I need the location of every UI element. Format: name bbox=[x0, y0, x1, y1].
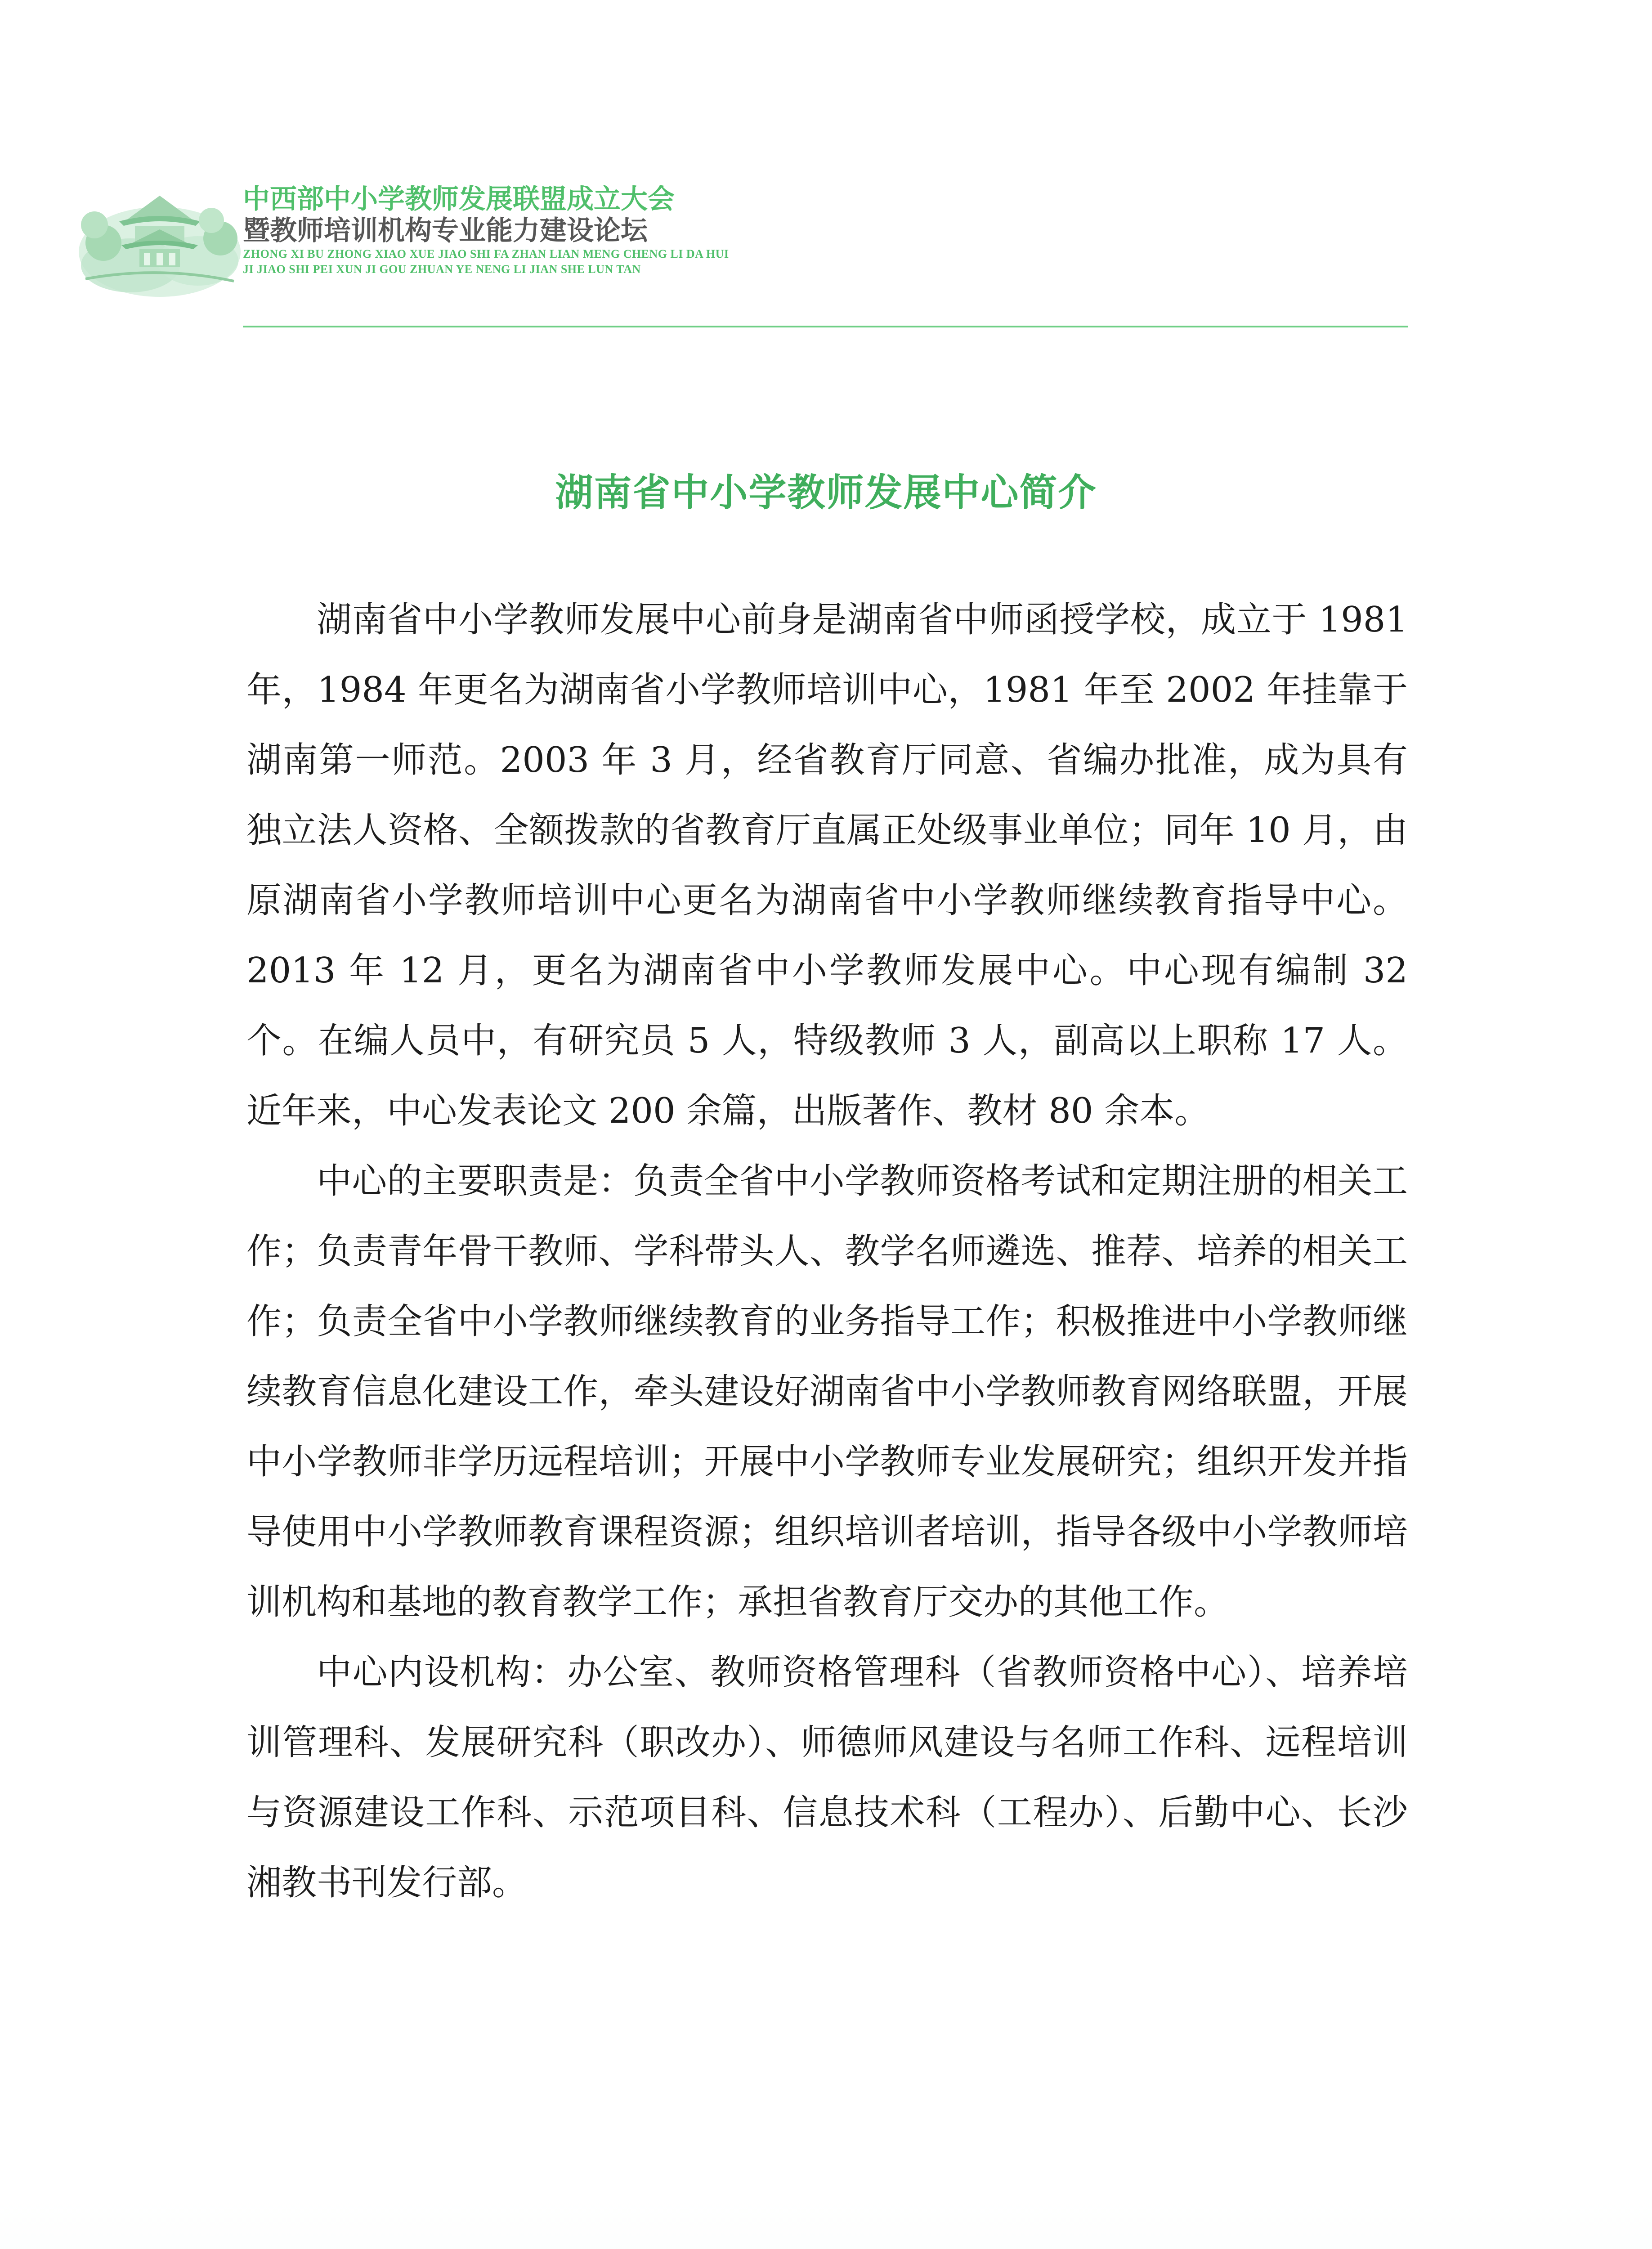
conference-title-line1: 中西部中小学教师发展联盟成立大会 bbox=[243, 184, 675, 215]
article-body bbox=[246, 585, 1408, 1918]
conference-pinyin-line2: JI JIAO SHI PEI XUN JI GOU ZHUAN YE NENG LI JIAN SHE LUN TAN bbox=[243, 263, 641, 276]
conference-header bbox=[243, 184, 1412, 277]
pavilion-watercolor-icon bbox=[76, 153, 243, 301]
paragraph-departments: 中心内设机构：办公室、教师资格管理科（省教师资格中心）、培养培训管理科、发展研究科（职改办）、师德师风建设与名师工作科、远程培训与资源建设工作科、示范项目科、信息技术科（工程办）、后勤中心、长沙湘教书刊发行部。 bbox=[246, 1652, 1408, 1903]
conference-pinyin-line1: ZHONG XI BU ZHONG XIAO XUE JIAO SHI FA ZHAN LIAN MENG CHENG LI DA HUI bbox=[243, 247, 729, 260]
conference-title-line2: 暨教师培训机构专业能力建设论坛 bbox=[243, 215, 648, 246]
page-title: 湖南省中小学教师发展中心简介 bbox=[555, 470, 1097, 515]
header-divider bbox=[243, 326, 1408, 327]
paragraph-responsibilities: 中心的主要职责是：负责全省中小学教师资格考试和定期注册的相关工作；负责青年骨干教师、学科带头人、教学名师遴选、推荐、培养的相关工作；负责全省中小学教师继续教育的业务指导工作；积极推进中小学教师继续教育信息化建设工作，牵头建设好湖南省中小学教师教育网络联盟，开展中小学教师非学历远程培训；开展中小学教师专业发展研究；组织开发并指导使用中小学教师教育课程资源；组织培训者培训，指导各级中小学教师培训机构和基地的教育教学工作；承担省教育厅交办的其他工作。 bbox=[246, 1161, 1408, 1622]
watercolor-background bbox=[0, 2182, 1652, 2249]
paragraph-history: 湖南省中小学教师发展中心前身是湖南省中师函授学校，成立于 1981 年，1984 年更名为湖南省小学教师培训中心，1981 年至 2002 年挂靠于湖南第一师范。2003 年 3 月，经省教育厅同意、省编办批准，成为具有独立法人资格、全额拨款的省教育厅直属正处级事业单位；同年 10 月，由原湖南省小学教师培训中心更名为湖南省中小学教师继续教育指导中心。2013 年 12 月，更名为湖南省中小学教师发展中心。中心现有编制 32 个。在编人员中，有研究员 5 人，特级教师 3 人，副高以上职称 17 人。近年来，中心发表论文 200 余篇，出版著作、教材 80 余本。 bbox=[246, 600, 1408, 1131]
